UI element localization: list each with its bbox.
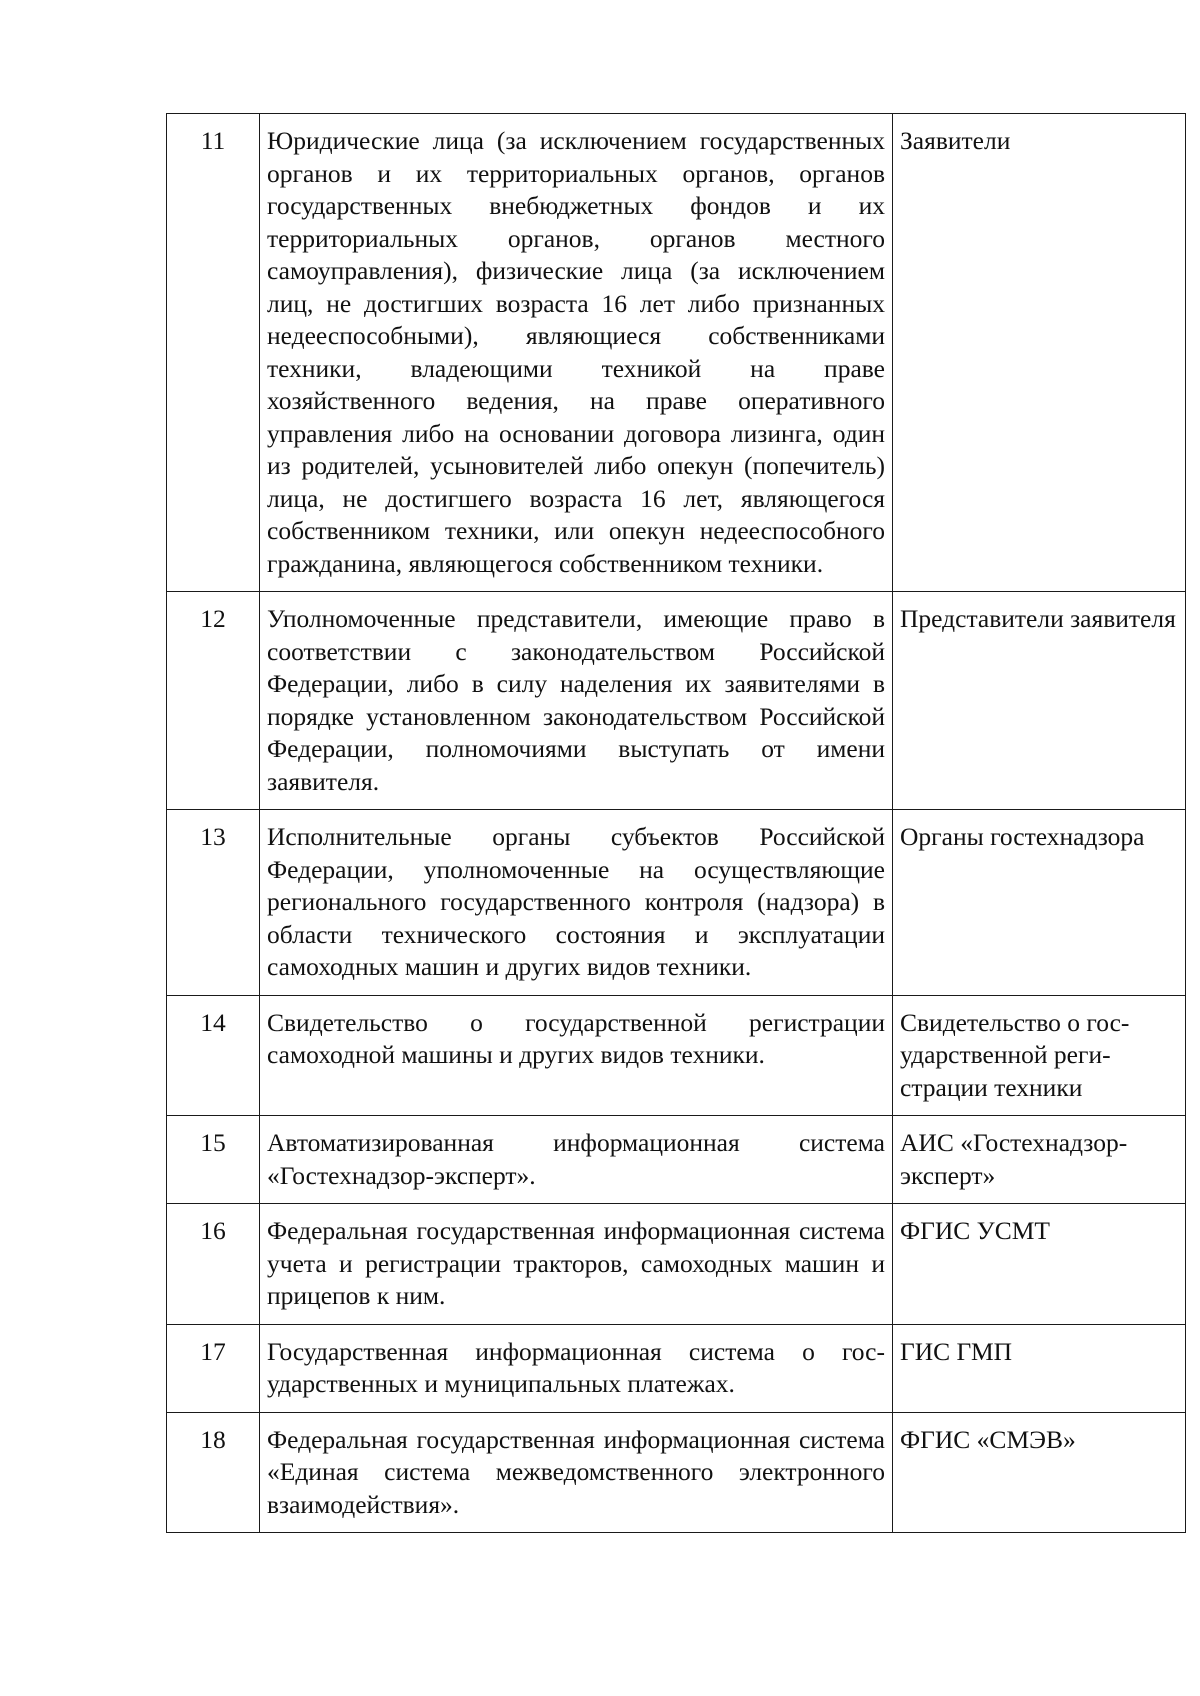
- term-full-name: [260, 592, 893, 810]
- term-full-name-text: Свидетельство о государственной регистрации самоходной машины и других видов техники.: [267, 1007, 885, 1069]
- term-short-name: [893, 1116, 1186, 1204]
- term-short-name: [893, 995, 1186, 1116]
- term-full-name-text: Уполномоченные представители, имеющие право в соответствии с законодательством Российской Федерации, либо в силу наделения их заявителями в порядке установленном законодательством Российской Федерации, полномочиями выступать от имени заявителя.: [267, 604, 885, 796]
- term-short-name: [893, 114, 1186, 592]
- row-number-text: 15: [200, 1128, 226, 1157]
- term-full-name: [260, 995, 893, 1116]
- row-number-text: 16: [200, 1216, 226, 1245]
- row-number: [167, 1116, 260, 1204]
- row-number-text: 11: [200, 126, 226, 155]
- row-number-text: 13: [200, 822, 226, 851]
- term-short-name: [893, 1412, 1186, 1533]
- table-row: [167, 1116, 1186, 1204]
- row-number: [167, 995, 260, 1116]
- term-full-name: [260, 1412, 893, 1533]
- row-number: [167, 592, 260, 810]
- table-row: [167, 1324, 1186, 1412]
- term-short-name-text: Заявители: [900, 126, 1011, 155]
- term-short-name: [893, 810, 1186, 996]
- term-short-name-text: ФГИС «СМЭВ»: [900, 1424, 1076, 1454]
- term-short-name: [893, 1324, 1186, 1412]
- row-number: [167, 1412, 260, 1533]
- term-full-name: [260, 810, 893, 996]
- row-number: [167, 114, 260, 592]
- row-number-text: 14: [200, 1007, 226, 1037]
- table-row: [167, 1204, 1186, 1325]
- row-number: [167, 1204, 260, 1325]
- terms-table: [166, 113, 1186, 1533]
- term-short-name-text: ГИС ГМП: [900, 1336, 1013, 1366]
- row-number: [167, 1324, 260, 1412]
- table-row: [167, 114, 1186, 592]
- row-number-text: 12: [200, 604, 226, 633]
- term-full-name-text: Исполнительные органы субъектов Российской Федерации, уполномоченные на осуществляющие регионального государственного контроля (надзора) в области технического состояния и эксплуатации самоходных машин и других видов техники.: [267, 822, 885, 981]
- table-row: [167, 1412, 1186, 1533]
- term-full-name: [260, 1324, 893, 1412]
- term-short-name: [893, 1204, 1186, 1325]
- row-number-text: 17: [200, 1336, 226, 1366]
- row-number-text: 18: [200, 1424, 226, 1454]
- term-short-name-text: Представители заявителя: [900, 604, 1176, 633]
- table-row: [167, 592, 1186, 810]
- term-full-name-text: Автоматизированная информационная система «Гостехнадзор-эксперт».: [267, 1128, 885, 1190]
- term-full-name-text: Федеральная государственная информационная система «Единая система межведомственного электронного взаимодействия».: [267, 1424, 885, 1519]
- term-full-name-text: Федеральная государственная информационная система учета и регистрации тракторов, самоходных машин и прицепов к ним.: [267, 1216, 885, 1310]
- term-full-name-text: Юридические лица (за исключением государственных органов и их территориальных органов, органов государственных внебюджетных фондов и их территориальных органов, органов местного самоуправления), физические лица (за исключением лиц, не достигших возраста 16 лет либо признанных недееспособными), являющиеся собственниками техники, владеющими техникой на праве хозяйственного ведения, на праве оперативного управления либо на основании договора лизинга, один из родителей, усыновителей либо опекун (попечитель) лица, не достигшего возраста 16 лет, являющегося собственником техники, или опекун недееспособного гражданина, являющегося собственником техники.: [267, 126, 885, 578]
- row-number: [167, 810, 260, 996]
- table-row: [167, 995, 1186, 1116]
- term-short-name-text: АИС «Гостехнадзор-эксперт»: [900, 1128, 1128, 1190]
- term-full-name: [260, 114, 893, 592]
- term-full-name: [260, 1204, 893, 1325]
- term-short-name-text: ФГИС УСМТ: [900, 1216, 1050, 1245]
- table-row: [167, 810, 1186, 996]
- term-short-name-text: Органы гостехнадзора: [900, 822, 1145, 851]
- term-short-name-text: Свидетельство о государственной регистрации техники: [900, 1007, 1130, 1102]
- term-full-name-text: Государственная информационная система о государственных и муниципальных платежах.: [267, 1336, 885, 1398]
- term-short-name: [893, 592, 1186, 810]
- term-full-name: [260, 1116, 893, 1204]
